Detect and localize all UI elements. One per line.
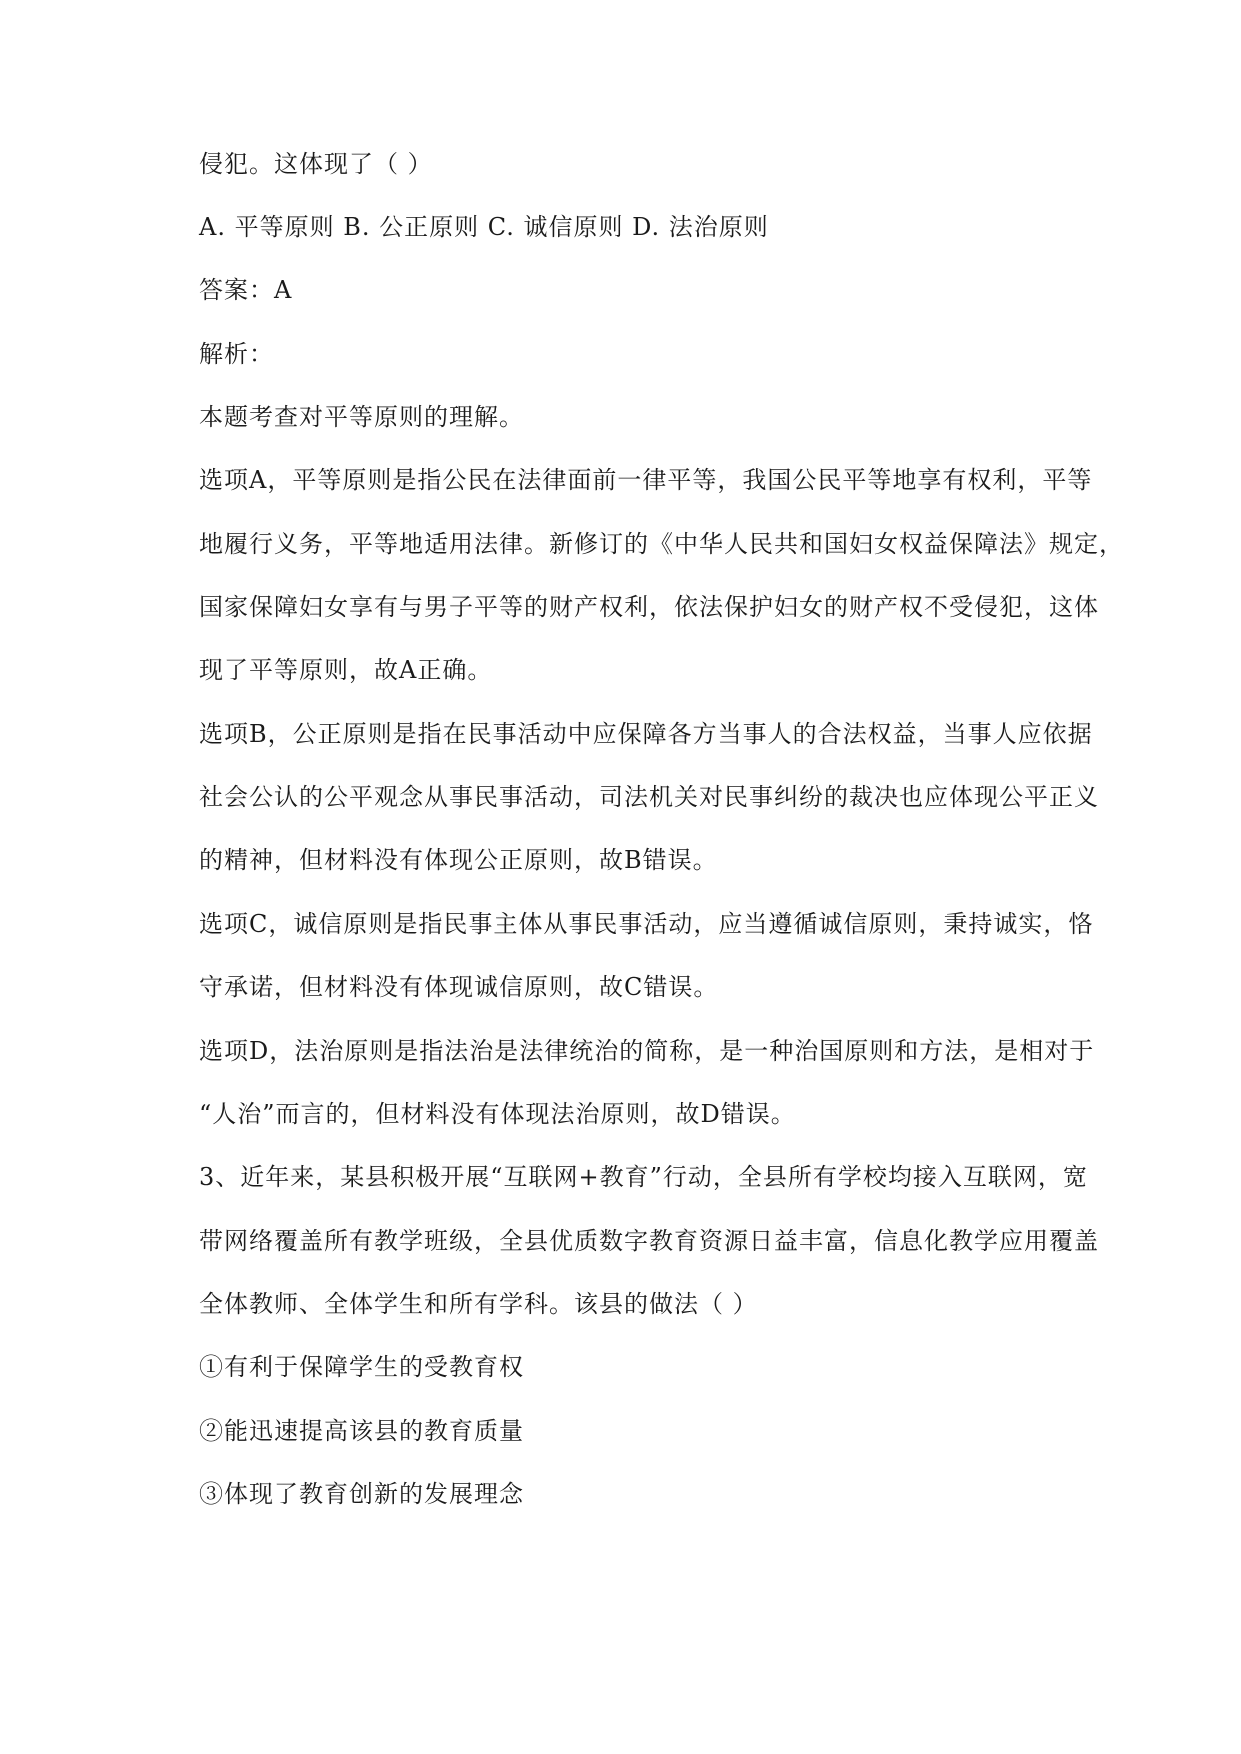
option-d-explanation-line-2: “人治”而言的，但材料没有体现法治原则，故D错误。	[199, 1100, 796, 1128]
answer-options: A. 平等原则 B. 公正原则 C. 诚信原则 D. 法治原则	[199, 213, 769, 241]
question-3-stem-line-3: 全体教师、全体学生和所有学科。该县的做法（ ）	[199, 1290, 758, 1318]
option-a-explanation-line-4: 现了平等原则，故A正确。	[199, 656, 493, 684]
analysis-intro: 本题考查对平等原则的理解。	[199, 403, 524, 431]
option-a-explanation-line-2: 地履行义务，平等地适用法律。新修订的《中华人民共和国妇女权益保障法》规定，	[199, 530, 1124, 558]
option-a-explanation-line-1: 选项A，平等原则是指公民在法律面前一律平等，我国公民平等地享有权利，平等	[199, 466, 1093, 494]
option-a-explanation-line-3: 国家保障妇女享有与男子平等的财产权利，依法保护妇女的财产权不受侵犯，这体	[199, 593, 1099, 621]
option-b-explanation-line-1: 选项B，公正原则是指在民事活动中应保障各方当事人的合法权益，当事人应依据	[199, 720, 1093, 748]
option-d-explanation-line-1: 选项D，法治原则是指法治是法律统治的简称，是一种治国原则和方法，是相对于	[199, 1037, 1095, 1065]
question-3-stem-line-2: 带网络覆盖所有教学班级，全县优质数字教育资源日益丰富，信息化教学应用覆盖	[199, 1227, 1099, 1255]
option-c-explanation-line-2: 守承诺，但材料没有体现诚信原则，故C错误。	[199, 973, 719, 1001]
option-b-explanation-line-2: 社会公认的公平观念从事民事活动，司法机关对民事纠纷的裁决也应体现公平正义	[199, 783, 1099, 811]
statement-3: ③体现了教育创新的发展理念	[199, 1480, 524, 1508]
statement-2: ②能迅速提高该县的教育质量	[199, 1417, 524, 1445]
question-3-stem-line-1: 3、近年来，某县积极开展“互联网+教育”行动，全县所有学校均接入互联网，宽	[199, 1163, 1088, 1191]
option-b-explanation-line-3: 的精神，但材料没有体现公正原则，故B错误。	[199, 846, 718, 874]
question-stem-end: 侵犯。这体现了（ ）	[199, 150, 433, 178]
analysis-heading: 解析：	[199, 340, 274, 368]
option-c-explanation-line-1: 选项C，诚信原则是指民事主体从事民事活动，应当遵循诚信原则，秉持诚实，恪	[199, 910, 1094, 938]
answer-line: 答案：A	[199, 276, 293, 304]
statement-1: ①有利于保障学生的受教育权	[199, 1353, 524, 1381]
